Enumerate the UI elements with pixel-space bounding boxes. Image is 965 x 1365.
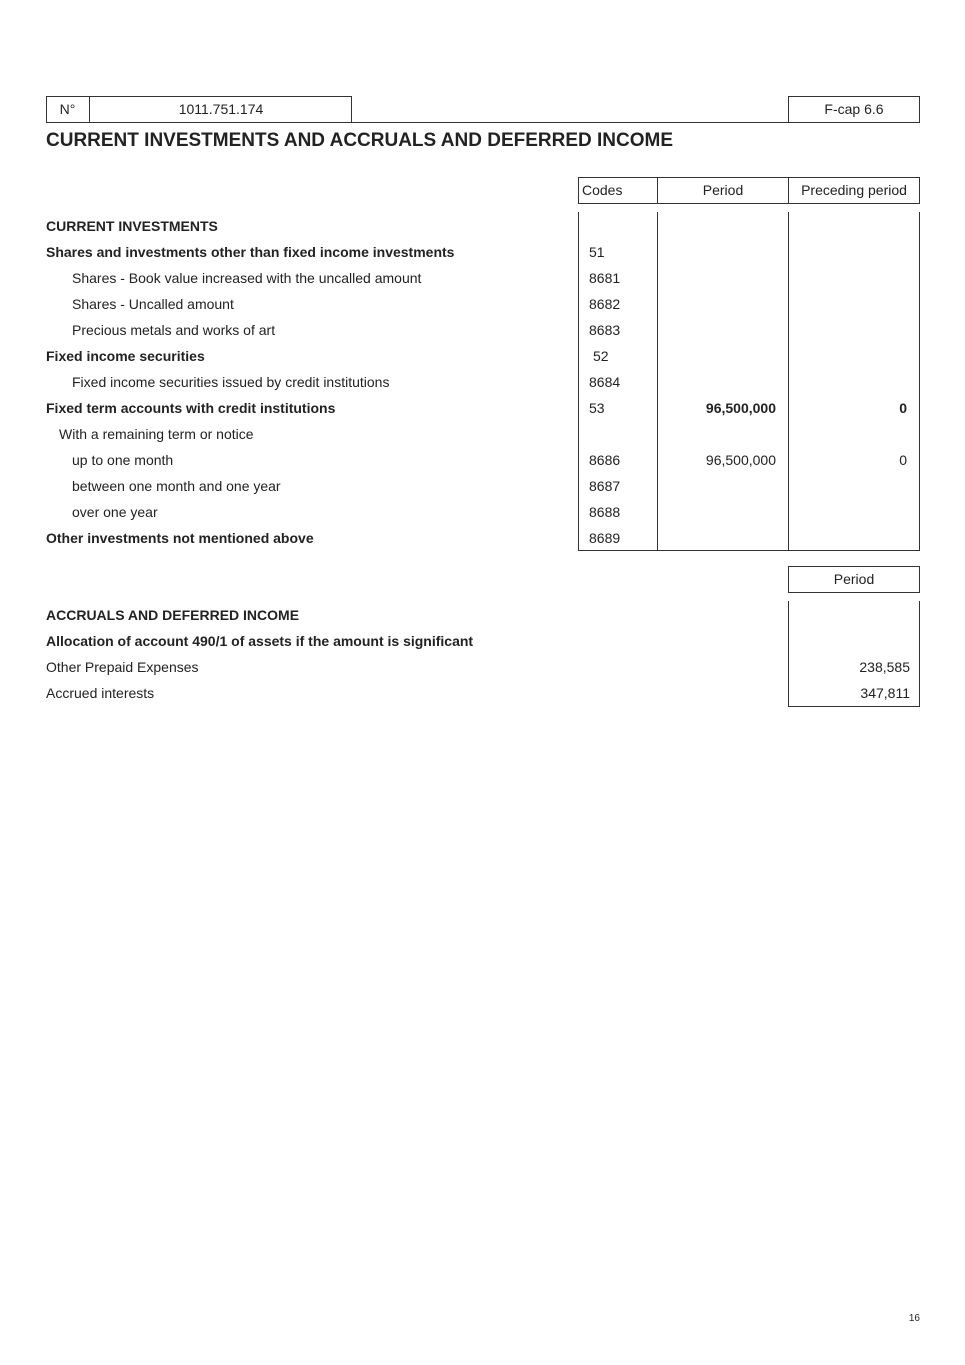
accrual-row-period: 347,811 bbox=[860, 685, 910, 701]
number-label: N° bbox=[46, 97, 90, 122]
table-row-label: Fixed income securities issued by credit institutions bbox=[72, 374, 390, 390]
table-row-label: up to one month bbox=[72, 452, 174, 468]
table-row-code: 52 bbox=[593, 348, 609, 364]
table-row-label: Shares - Book value increased with the uncalled amount bbox=[72, 270, 422, 286]
table-row-label: Other investments not mentioned above bbox=[46, 530, 314, 546]
accruals-column-header-period: Period bbox=[788, 566, 920, 593]
preceding-column bbox=[788, 212, 920, 551]
page-title: CURRENT INVESTMENTS AND ACCRUALS AND DEFERRED INCOME bbox=[46, 130, 674, 151]
table-row-label: over one year bbox=[72, 504, 158, 520]
table-row-preceding: 0 bbox=[899, 452, 907, 468]
table-row-period: 96,500,000 bbox=[705, 452, 776, 468]
table-row-period: 96,500,000 bbox=[705, 400, 776, 416]
table-row-code: 8683 bbox=[589, 322, 621, 338]
header-rule bbox=[352, 122, 788, 123]
accrual-row-period: 238,585 bbox=[859, 659, 910, 675]
table-row-label: Fixed income securities bbox=[46, 348, 205, 364]
accrual-row-label: Accrued interests bbox=[46, 685, 155, 701]
accruals-subheading: Allocation of account 490/1 of assets if the amount is significant bbox=[46, 633, 474, 649]
table-row-code: 53 bbox=[589, 400, 605, 416]
period-column bbox=[657, 212, 789, 551]
table-row-label: Shares - Uncalled amount bbox=[72, 296, 234, 312]
page-number: 16 bbox=[908, 1313, 920, 1324]
table-row-code: 8688 bbox=[589, 504, 621, 520]
table-row-label: Precious metals and works of art bbox=[72, 322, 276, 338]
table-row-code: 8689 bbox=[589, 530, 621, 546]
column-header-codes bbox=[578, 177, 658, 204]
table-row-label: between one month and one year bbox=[72, 478, 281, 494]
company-number: 1011.751.174 bbox=[178, 101, 264, 117]
table-row-label: Fixed term accounts with credit institutions bbox=[46, 400, 336, 416]
table-row-code: 8684 bbox=[589, 374, 621, 390]
table-row-preceding: 0 bbox=[899, 400, 907, 416]
column-header-period: Period bbox=[657, 177, 789, 204]
table-row-code: 8681 bbox=[589, 270, 621, 286]
section-heading-accruals: ACCRUALS AND DEFERRED INCOME bbox=[46, 607, 300, 623]
section-heading-current-investments: CURRENT INVESTMENTS bbox=[46, 218, 218, 234]
table-row-label: With a remaining term or notice bbox=[59, 426, 254, 442]
column-header-preceding: Preceding period bbox=[788, 177, 920, 204]
table-row-code: 8687 bbox=[589, 478, 621, 494]
table-row-code: 8686 bbox=[589, 452, 621, 468]
form-code: F-cap 6.6 bbox=[788, 96, 920, 123]
table-row-label: Shares and investments other than fixed income investments bbox=[46, 244, 455, 260]
column-label-codes: Codes bbox=[582, 182, 623, 198]
accrual-row-label: Other Prepaid Expenses bbox=[46, 659, 199, 675]
table-row-code: 8682 bbox=[589, 296, 621, 312]
table-row-code: 51 bbox=[589, 244, 605, 260]
